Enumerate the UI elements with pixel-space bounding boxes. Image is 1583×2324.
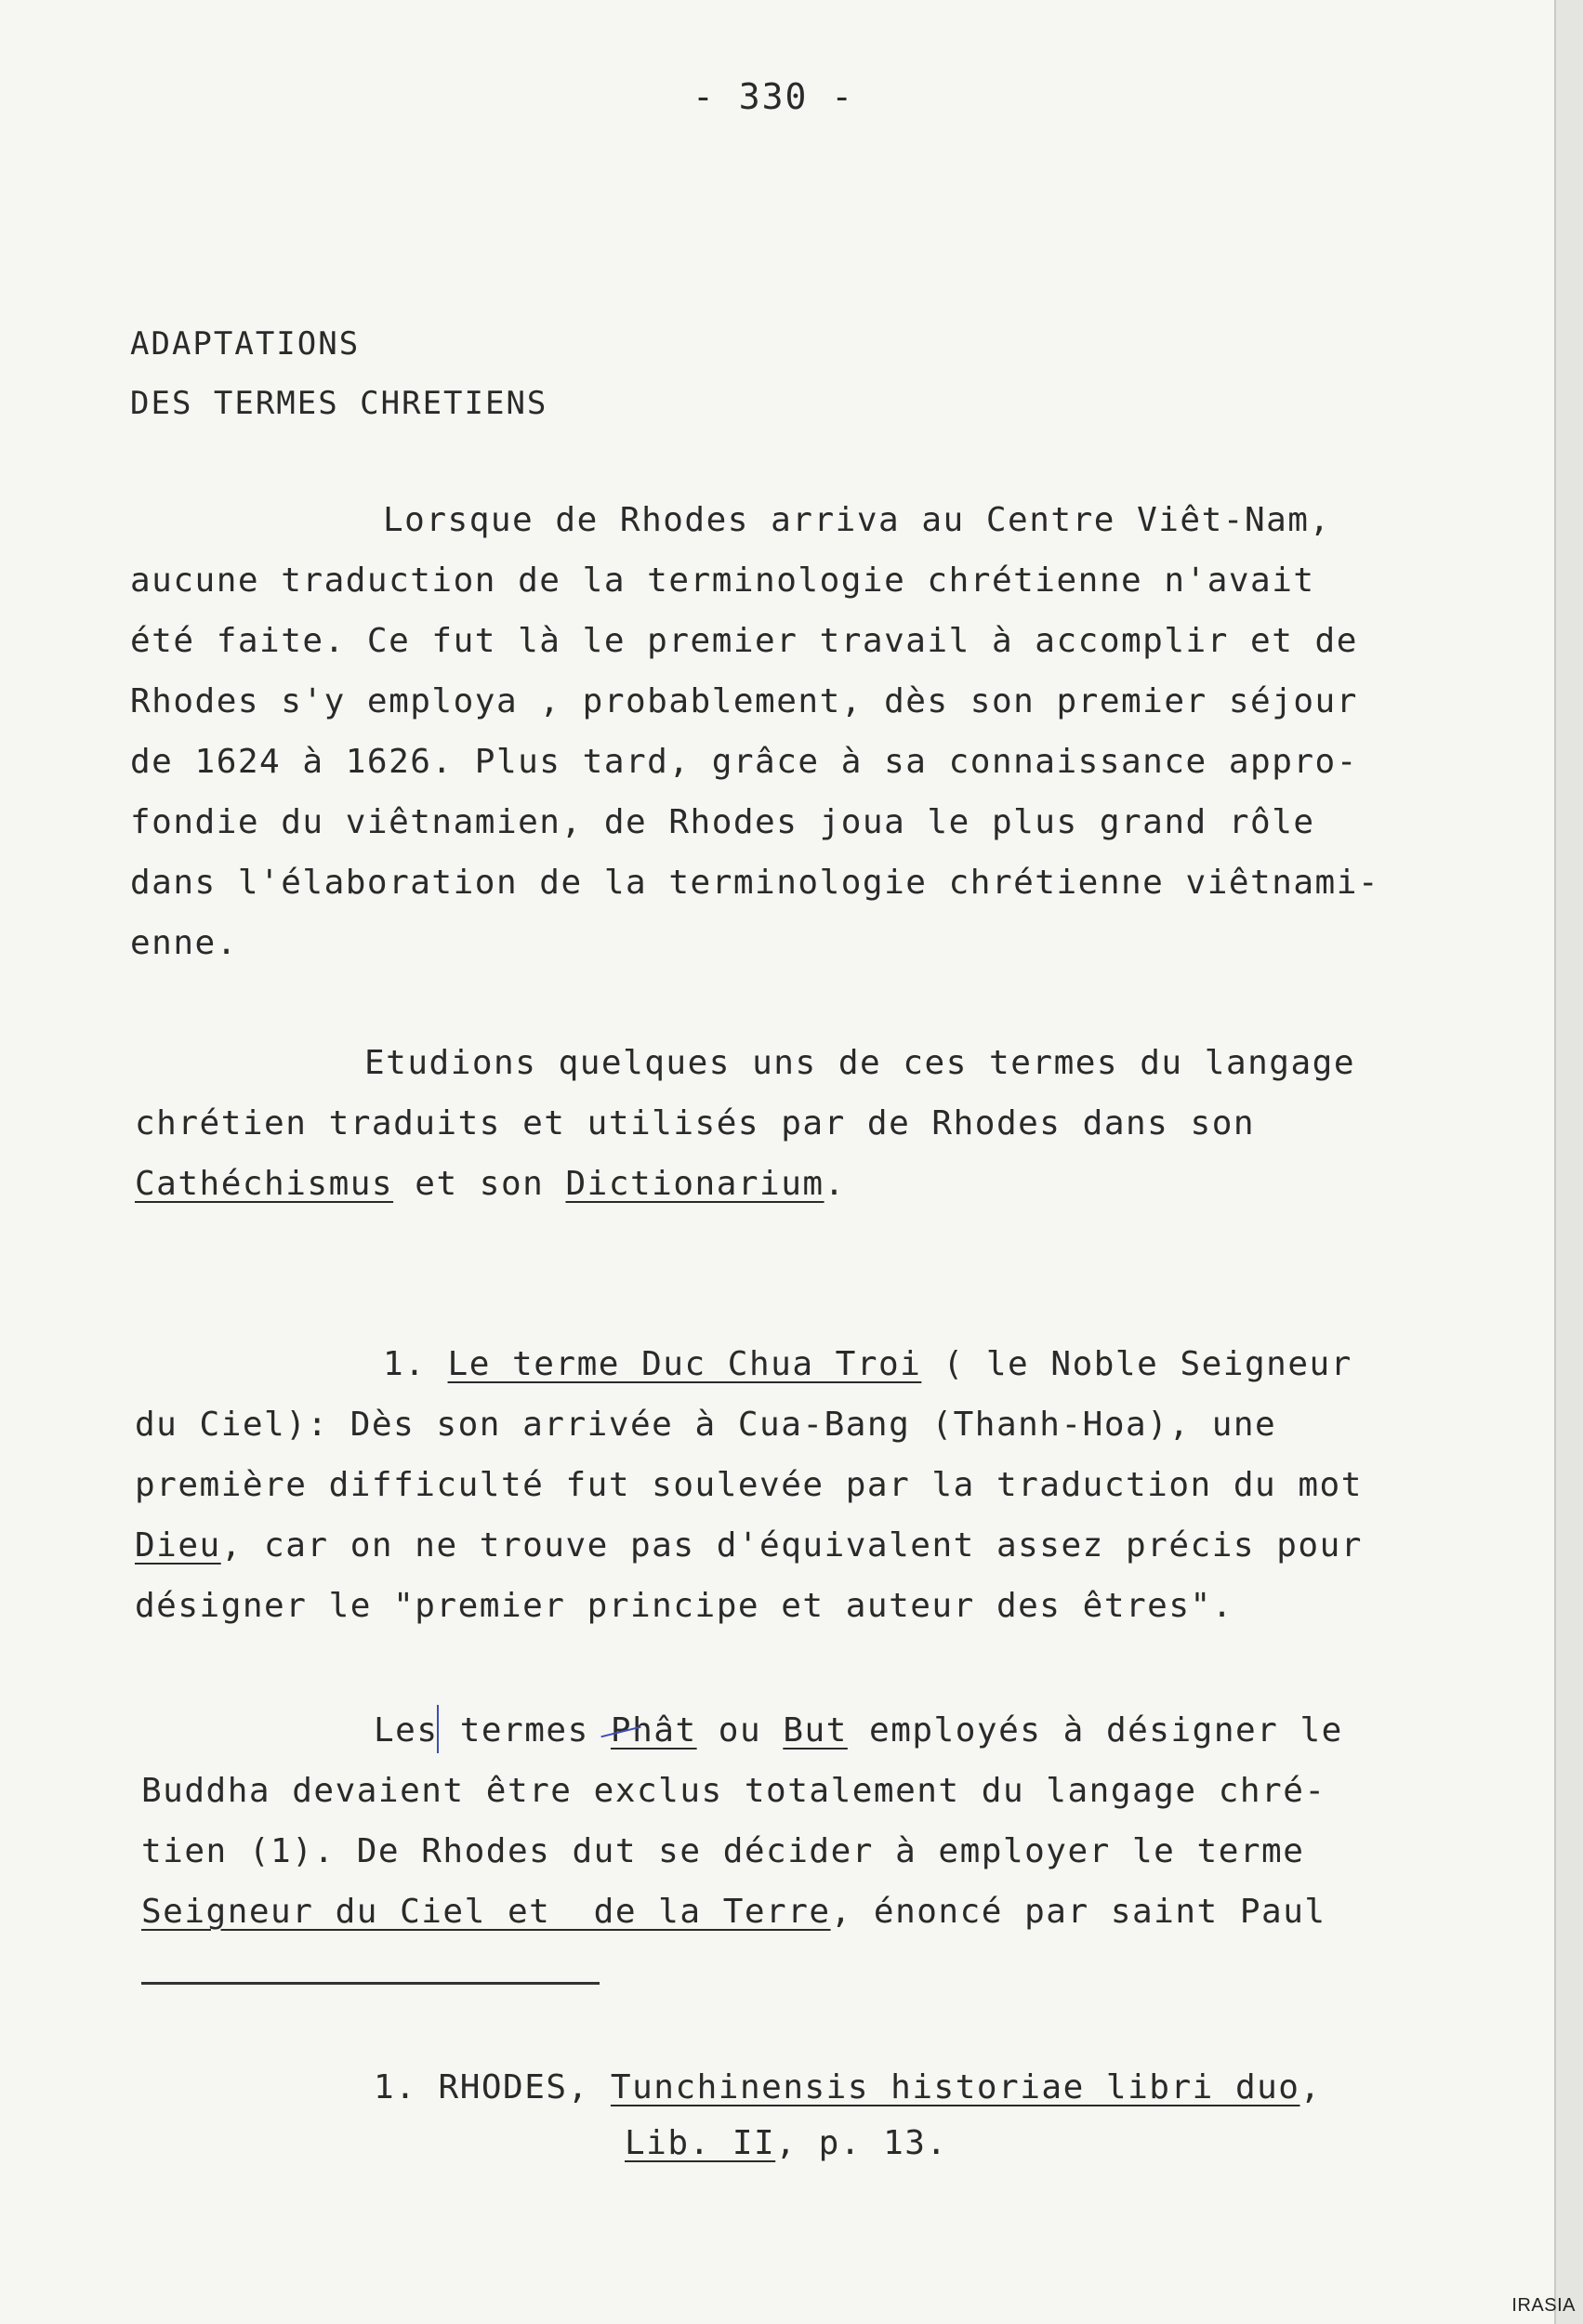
paragraph-2-line-3	[135, 1164, 846, 1205]
footnote-line-2	[625, 2123, 948, 2164]
footnote-ref: Lib. II	[625, 2124, 776, 2162]
term-duc-chua-troi: Le terme Duc Chua Troi	[447, 1345, 922, 1383]
connector-text: ou	[696, 1711, 784, 1750]
paragraph-3-line-2: du Ciel): Dès son arrivée à Cua-Bang (Thanh-Hoa), une	[135, 1406, 1277, 1444]
paragraph-2-line-2: chrétien traduits et utilisés par de Rhodes dans son	[135, 1104, 1256, 1142]
paragraph-3-line-3: première difficulté fut soulevée par la traduction du mot	[135, 1466, 1363, 1504]
item-number: 1.	[383, 1345, 448, 1383]
line-text: , énoncé par saint Paul	[830, 1893, 1326, 1931]
paragraph-1-line-7: dans l'élaboration de la terminologie chrétienne viêtnami-	[130, 864, 1380, 902]
page-edge	[1554, 0, 1583, 2324]
term-gloss: ( le Noble Seigneur	[921, 1345, 1352, 1383]
line-text: employés à désigner le	[847, 1711, 1343, 1750]
paragraph-4-line-1	[374, 1710, 1343, 1751]
paragraph-4-line-4	[141, 1892, 1326, 1933]
paragraph-4-line-3: tien (1). De Rhodes dut se décider à employer le terme	[141, 1832, 1305, 1870]
paragraph-4-line-2: Buddha devaient être exclus totalement du langage chré-	[141, 1772, 1326, 1810]
footnote-line-1	[374, 2067, 1322, 2108]
pen-correction-mark	[437, 1705, 439, 1753]
paragraph-1-line-2: aucune traduction de la terminologie chrétienne n'avait	[130, 561, 1315, 600]
connector-text: et son	[393, 1165, 566, 1203]
paragraph-3-line-5: désigner le "premier principe et auteur des êtres".	[135, 1587, 1233, 1625]
page-number: - 330 -	[693, 76, 855, 117]
period: .	[824, 1165, 846, 1203]
section-heading-line-2: DES TERMES CHRETIENS	[130, 385, 548, 422]
paragraph-1-line-8: enne.	[130, 924, 238, 962]
paragraph-2-line-1: Etudions quelques uns de ces termes du langage	[364, 1044, 1355, 1082]
watermark: IRASIA	[1511, 2295, 1576, 2316]
footnote-separator	[141, 1982, 600, 1985]
phrase-seigneur-du-ciel: Seigneur du Ciel et de la Terre	[141, 1893, 831, 1931]
footnote-number: 1.	[374, 2068, 439, 2106]
paragraph-1-line-5: de 1624 à 1626. Plus tard, grâce à sa connaissance appro-	[130, 743, 1358, 781]
line-text: Les termes	[374, 1711, 611, 1750]
footnote-title: Tunchinensis historiae libri duo	[610, 2068, 1300, 2106]
paragraph-3-line-1	[383, 1344, 1352, 1385]
paragraph-1-line-6: fondie du viêtnamien, de Rhodes joua le plus grand rôle	[130, 803, 1315, 841]
footnote-author: RHODES,	[438, 2068, 611, 2106]
paragraph-1-line-3: été faite. Ce fut là le premier travail à accomplir et de	[130, 622, 1358, 660]
work-title-cathechismus: Cathéchismus	[135, 1165, 394, 1203]
footnote-punct: ,	[1299, 2068, 1322, 2106]
word-phat: Phât	[610, 1711, 697, 1750]
paragraph-1-line-4: Rhodes s'y employa , probablement, dès son premier séjour	[130, 682, 1358, 720]
word-dieu: Dieu	[135, 1526, 221, 1565]
paragraph-3-line-4	[135, 1525, 1363, 1566]
word-but: But	[783, 1711, 848, 1750]
work-title-dictionarium: Dictionarium	[565, 1165, 824, 1203]
section-heading-line-1: ADAPTATIONS	[130, 325, 361, 363]
line-text: , car on ne trouve pas d'équivalent assez précis pour	[220, 1526, 1363, 1565]
paragraph-1-line-1: Lorsque de Rhodes arriva au Centre Viêt-Nam,	[383, 501, 1331, 539]
footnote-page: , p. 13.	[775, 2124, 948, 2162]
